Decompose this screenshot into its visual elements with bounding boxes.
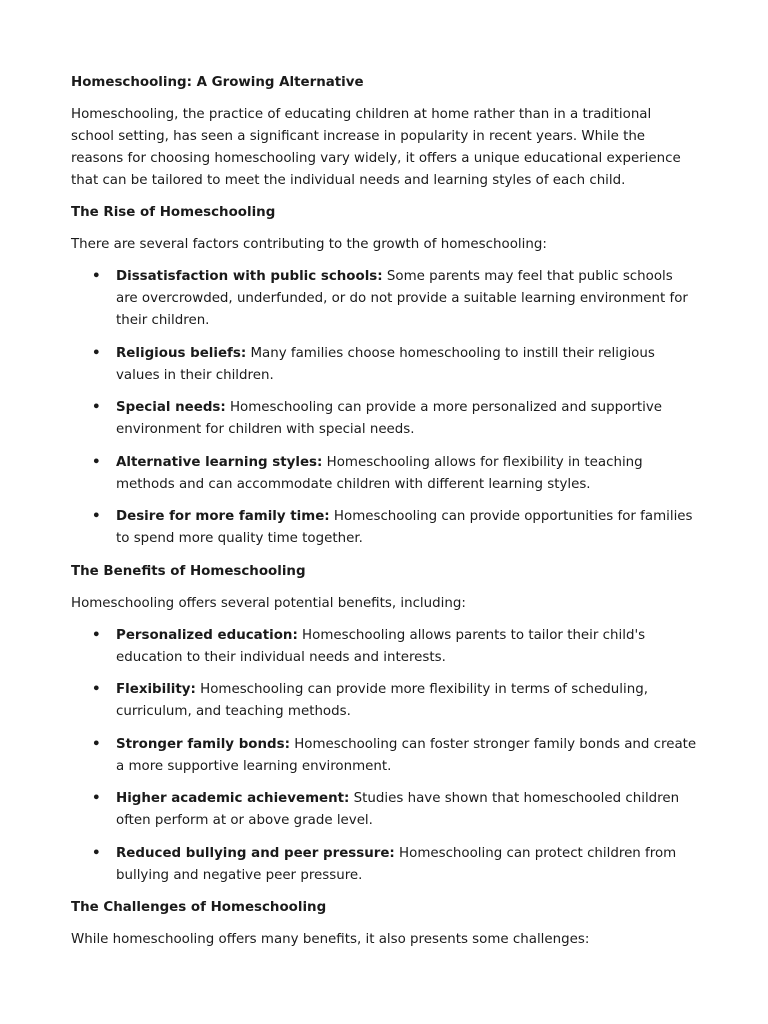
bullet-icon: • <box>92 627 101 643</box>
intro-paragraph: Homeschooling, the practice of educating children at home rather than in a traditional school setting, has seen a significant increase in popularity in recent years. While the reasons for choosing homeschooling vary widely, it offers a unique educational experience that can be tailored to meet the individual needs and learning styles of each child. <box>71 107 681 188</box>
list-item <box>71 843 698 887</box>
item-term: Religious beliefs: <box>116 345 247 361</box>
bullet-list <box>71 625 698 887</box>
item-term: Flexibility: <box>116 682 196 697</box>
item-text: Studies have shown that homeschooled children often perform at or above grade level. <box>116 791 680 828</box>
item-term: Stronger family bonds: <box>116 736 290 752</box>
item-text: Homeschooling can provide a more personalized and supportive environment for children with special needs. <box>116 400 663 437</box>
bullet-icon: • <box>92 682 101 697</box>
list-item <box>71 506 698 550</box>
bullet-icon: • <box>92 791 101 806</box>
section-lead: While homeschooling offers many benefits, it also presents some challenges: <box>71 932 590 947</box>
list-item <box>71 625 698 669</box>
item-text: Homeschooling allows for flexibility in teaching methods and can accommodate children with different learning styles. <box>116 454 643 492</box>
item-term: Reduced bullying and peer pressure: <box>116 845 395 861</box>
section-lead: There are several factors contributing to the growth of homeschooling: <box>71 237 547 252</box>
list-item <box>71 343 698 387</box>
section-rise <box>71 202 698 550</box>
item-text: Homeschooling can provide more flexibility in terms of scheduling, curriculum, and teaching methods. <box>116 682 648 719</box>
item-term: Personalized education: <box>116 627 298 643</box>
list-item <box>71 679 698 723</box>
item-text: Homeschooling can foster stronger family bonds and create a more supportive learning environment. <box>116 736 697 774</box>
item-term: Dissatisfaction with public schools: <box>116 269 383 284</box>
section-heading: The Challenges of Homeschooling <box>71 900 327 915</box>
list-item <box>71 452 698 496</box>
bullet-icon: • <box>92 845 101 861</box>
item-term: Alternative learning styles: <box>116 454 323 470</box>
item-term: Desire for more family time: <box>116 509 330 524</box>
document-title: Homeschooling: A Growing Alternative <box>71 75 364 90</box>
list-item <box>71 734 698 778</box>
section-heading: The Rise of Homeschooling <box>71 205 276 220</box>
item-text: Homeschooling can protect children from bullying and negative peer pressure. <box>116 845 677 883</box>
bullet-icon: • <box>92 509 101 524</box>
item-text: Homeschooling allows parents to tailor their child's education to their individual needs and interests. <box>116 627 646 665</box>
section-benefits <box>71 561 698 887</box>
item-term: Special needs: <box>116 400 226 415</box>
section-lead: Homeschooling offers several potential benefits, including: <box>71 595 466 611</box>
bullet-icon: • <box>92 345 101 361</box>
list-item <box>71 266 698 332</box>
section-challenges <box>71 897 698 951</box>
bullet-icon: • <box>92 736 101 752</box>
list-item <box>71 397 698 441</box>
bullet-icon: • <box>92 454 101 470</box>
item-text: Some parents may feel that public schools are overcrowded, underfunded, or do not provide a suitable learning environment for their children. <box>116 269 688 328</box>
bullet-icon: • <box>92 269 101 284</box>
section-heading: The Benefits of Homeschooling <box>71 563 306 579</box>
item-text: Many families choose homeschooling to instill their religious values in their children. <box>116 345 655 383</box>
list-item <box>71 788 698 832</box>
bullet-list <box>71 266 698 550</box>
bullet-icon: • <box>92 400 101 415</box>
item-term: Higher academic achievement: <box>116 791 350 806</box>
item-text: Homeschooling can provide opportunities for families to spend more quality time together. <box>116 509 693 546</box>
